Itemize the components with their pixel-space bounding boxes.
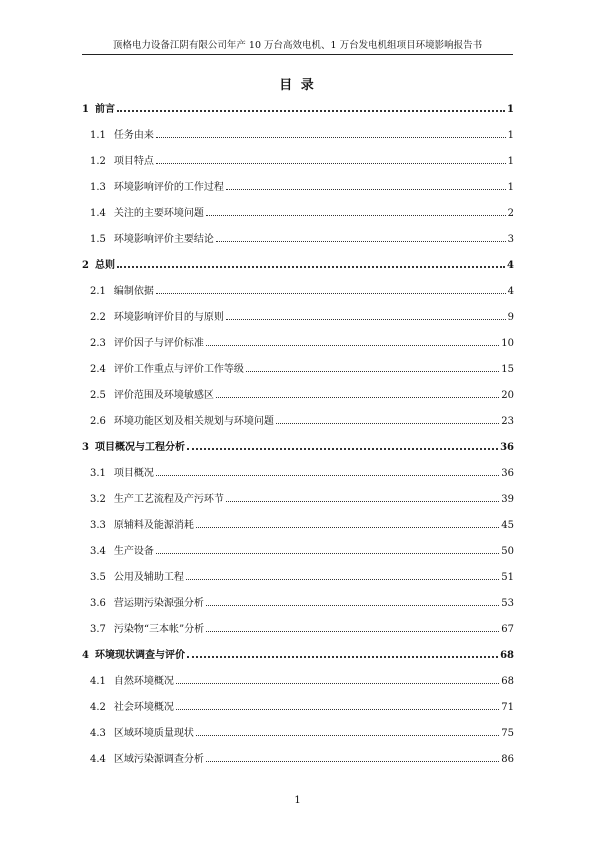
toc-entry-label: 环境现状调查与评价 (94, 650, 185, 661)
toc-entry-page: 1 (507, 156, 514, 167)
toc-entry-page: 36 (501, 468, 514, 479)
toc-chapter-entry[interactable] (82, 256, 514, 282)
toc-entry-page: 67 (501, 624, 514, 635)
toc-section-entry[interactable] (82, 386, 514, 412)
toc-section-entry[interactable] (82, 334, 514, 360)
toc-entry-page: 86 (501, 754, 514, 765)
toc-entry-label: 区域污染源调查分析 (113, 754, 204, 765)
toc-chapter-entry[interactable] (82, 100, 514, 126)
toc-leader-dots (196, 734, 499, 736)
toc-entry-page: 39 (501, 494, 514, 505)
toc-entry-label: 营运期污染源强分析 (113, 598, 204, 609)
toc-leader-dots (176, 708, 499, 710)
toc-entry-page: 1 (507, 104, 514, 115)
toc-leader-dots (226, 188, 506, 190)
toc-entry-page: 4 (507, 286, 514, 297)
table-of-contents (82, 100, 514, 776)
toc-entry-number: 2.3 (90, 338, 106, 349)
toc-leader-dots (156, 474, 499, 476)
toc-entry-number: 2.2 (90, 312, 106, 323)
toc-section-entry[interactable] (82, 516, 514, 542)
toc-entry-page: 53 (501, 598, 514, 609)
toc-entry-label: 原辅料及能源消耗 (113, 520, 194, 531)
toc-entry-label: 自然环境概况 (113, 676, 174, 687)
toc-entry-page: 9 (507, 312, 514, 323)
toc-entry-label: 评价因子与评价标准 (113, 338, 204, 349)
toc-entry-page: 36 (500, 442, 514, 453)
toc-entry-page: 68 (500, 650, 514, 661)
toc-entry-page: 23 (501, 416, 514, 427)
toc-section-entry[interactable] (82, 126, 514, 152)
running-header-text: 顶格电力设备江阴有限公司年产 10 万台高效电机、1 万台发电机组项目环境影响报告书 (112, 40, 483, 51)
toc-entry-label: 前言 (94, 104, 115, 115)
page-number: 1 (294, 795, 301, 806)
toc-leader-dots (117, 265, 505, 268)
toc-leader-dots (156, 162, 506, 164)
toc-entry-page: 68 (501, 676, 514, 687)
toc-leader-dots (206, 760, 499, 762)
toc-entry-page: 1 (507, 130, 514, 141)
toc-entry-number: 3.3 (90, 520, 106, 531)
toc-section-entry[interactable] (82, 490, 514, 516)
toc-entry-page: 75 (501, 728, 514, 739)
toc-entry-page: 50 (501, 546, 514, 557)
toc-entry-label: 社会环境概况 (113, 702, 174, 713)
toc-entry-number: 2.5 (90, 390, 106, 401)
toc-entry-number: 1.2 (90, 156, 106, 167)
toc-section-entry[interactable] (82, 672, 514, 698)
toc-chapter-entry[interactable] (82, 438, 514, 464)
toc-entry-label: 项目特点 (113, 156, 154, 167)
toc-entry-number: 2 (82, 260, 89, 271)
toc-entry-page: 10 (501, 338, 514, 349)
toc-entry-label: 项目概况 (113, 468, 154, 479)
toc-entry-number: 4 (82, 650, 89, 661)
toc-entry-label: 关注的主要环境问题 (113, 208, 204, 219)
toc-leader-dots (186, 578, 499, 580)
toc-entry-number: 1.4 (90, 208, 106, 219)
toc-leader-dots (206, 630, 499, 632)
toc-entry-number: 4.2 (90, 702, 106, 713)
toc-leader-dots (226, 500, 499, 502)
toc-entry-label: 评价工作重点与评价工作等级 (113, 364, 244, 375)
toc-entry-number: 3.2 (90, 494, 106, 505)
toc-entry-number: 4.4 (90, 754, 106, 765)
toc-entry-number: 3.1 (90, 468, 106, 479)
toc-entry-label: 环境影响评价目的与原则 (113, 312, 224, 323)
toc-leader-dots (156, 136, 506, 138)
toc-entry-number: 4.3 (90, 728, 106, 739)
toc-entry-label: 区域环境质量现状 (113, 728, 194, 739)
toc-section-entry[interactable] (82, 724, 514, 750)
toc-leader-dots (196, 526, 499, 528)
toc-entry-label: 生产工艺流程及产污环节 (113, 494, 224, 505)
toc-entry-page: 20 (501, 390, 514, 401)
toc-leader-dots (187, 447, 498, 450)
toc-entry-page: 2 (507, 208, 514, 219)
toc-entry-label: 公用及辅助工程 (113, 572, 184, 583)
toc-entry-number: 3.6 (90, 598, 106, 609)
toc-entry-number: 1.3 (90, 182, 106, 193)
toc-leader-dots (216, 396, 499, 398)
toc-section-entry[interactable] (82, 204, 514, 230)
toc-entry-number: 2.4 (90, 364, 106, 375)
toc-leader-dots (206, 604, 499, 606)
toc-entry-page: 45 (501, 520, 514, 531)
toc-leader-dots (176, 682, 499, 684)
toc-entry-number: 4.1 (90, 676, 106, 687)
toc-section-entry[interactable] (82, 230, 514, 256)
toc-section-entry[interactable] (82, 308, 514, 334)
toc-leader-dots (226, 318, 506, 320)
toc-entry-page: 1 (507, 182, 514, 193)
toc-entry-label: 项目概况与工程分析 (94, 442, 185, 453)
toc-section-entry[interactable] (82, 594, 514, 620)
toc-entry-label: 总则 (94, 260, 115, 271)
toc-section-entry[interactable] (82, 620, 514, 646)
toc-section-entry[interactable] (82, 152, 514, 178)
toc-leader-dots (206, 214, 506, 216)
toc-section-entry[interactable] (82, 412, 514, 438)
toc-section-entry[interactable] (82, 542, 514, 568)
toc-leader-dots (276, 422, 499, 424)
toc-chapter-entry[interactable] (82, 646, 514, 672)
toc-entry-number: 3.7 (90, 624, 106, 635)
toc-entry-label: 环境影响评价的工作过程 (113, 182, 224, 193)
toc-leader-dots (246, 370, 499, 372)
toc-leader-dots (156, 552, 499, 554)
toc-entry-label: 污染物“三本帐”分析 (113, 624, 205, 635)
toc-entry-number: 3.5 (90, 572, 106, 583)
toc-section-entry[interactable] (82, 282, 514, 308)
toc-section-entry[interactable] (82, 178, 514, 204)
toc-entry-page: 51 (501, 572, 514, 583)
toc-section-entry[interactable] (82, 698, 514, 724)
toc-entry-number: 1.5 (90, 234, 106, 245)
toc-leader-dots (187, 655, 498, 658)
page-title: 目 录 (279, 78, 316, 93)
toc-entry-page: 15 (501, 364, 514, 375)
toc-entry-label: 生产设备 (113, 546, 154, 557)
toc-entry-page: 71 (501, 702, 514, 713)
toc-entry-number: 2.6 (90, 416, 106, 427)
toc-section-entry[interactable] (82, 360, 514, 386)
toc-leader-dots (156, 292, 506, 294)
toc-entry-page: 3 (507, 234, 514, 245)
toc-entry-number: 2.1 (90, 286, 106, 297)
toc-entry-number: 1.1 (90, 130, 106, 141)
toc-leader-dots (206, 344, 499, 346)
toc-section-entry[interactable] (82, 750, 514, 776)
toc-entry-label: 环境影响评价主要结论 (113, 234, 214, 245)
toc-leader-dots (216, 240, 506, 242)
toc-entry-number: 1 (82, 104, 89, 115)
toc-entry-label: 评价范围及环境敏感区 (113, 390, 214, 401)
toc-entry-label: 环境功能区划及相关规划与环境问题 (113, 416, 274, 427)
toc-entry-label: 编制依据 (113, 286, 154, 297)
toc-entry-label: 任务由来 (113, 130, 154, 141)
running-header (82, 38, 513, 55)
toc-leader-dots (117, 109, 505, 112)
toc-entry-number: 3 (82, 442, 89, 453)
toc-entry-number: 3.4 (90, 546, 106, 557)
toc-section-entry[interactable] (82, 568, 514, 594)
toc-entry-page: 4 (507, 260, 514, 271)
toc-section-entry[interactable] (82, 464, 514, 490)
